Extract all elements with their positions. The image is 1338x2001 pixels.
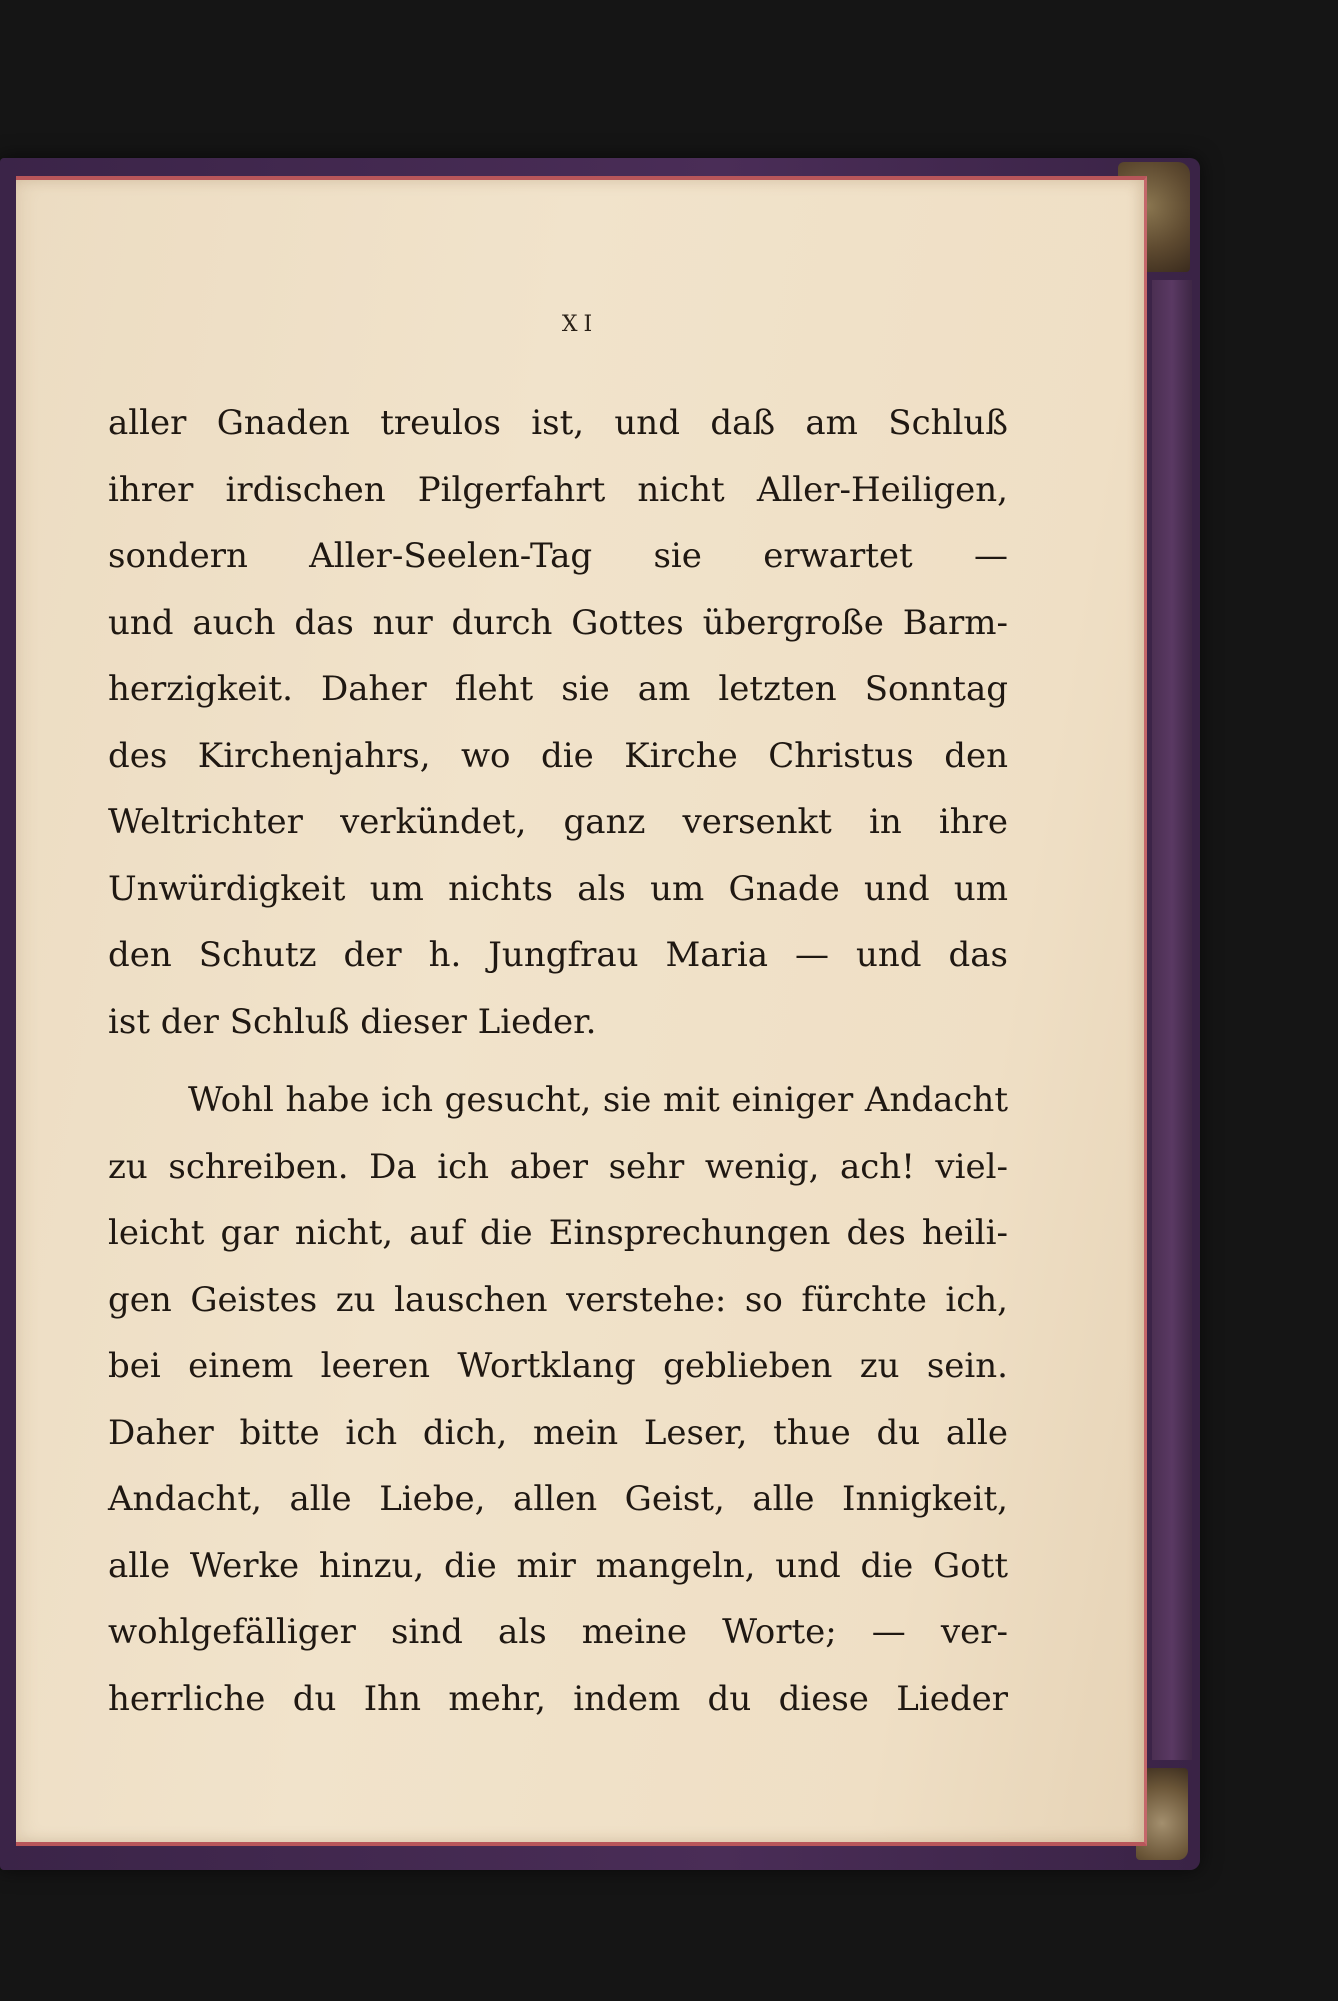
text-line: Weltrichter verkündet, ganz versenkt in ihre (108, 802, 1008, 842)
text-line: ihrer irdischen Pilgerfahrt nicht Aller-Heiligen, (108, 469, 1008, 510)
book-cover-edge (1152, 280, 1192, 1760)
text-line: herrliche du Ihn mehr, indem du diese Lieder (108, 1678, 1008, 1719)
text-line: zu schreiben. Da ich aber sehr wenig, ach! viel- (108, 1146, 1008, 1187)
text-line: wohlgefälliger sind als meine Worte; — ver- (108, 1612, 1008, 1652)
text-line: bei einem leeren Wortklang geblieben zu sein. (108, 1346, 1008, 1386)
text-line: aller Gnaden treulos ist, und daß am Schluß (108, 403, 1008, 443)
text-line: gen Geistes zu lauschen verstehe: so fürchte ich, (108, 1279, 1008, 1320)
page-number: XI (561, 312, 599, 337)
text-line: alle Werke hinzu, die mir mangeln, und die Gott (108, 1545, 1008, 1586)
text-line: und auch das nur durch Gottes übergroße Barm- (108, 602, 1008, 643)
text-line: herzigkeit. Daher fleht sie am letzten Sonntag (108, 669, 1008, 709)
text-line: Daher bitte ich dich, mein Leser, thue du alle (108, 1412, 1008, 1453)
paragraph-gap (108, 1055, 1008, 1067)
text-line: des Kirchenjahrs, wo die Kirche Christus den (108, 735, 1008, 776)
text-line: ist der Schluß dieser Lieder. (108, 1001, 597, 1042)
page-text (108, 390, 1008, 1732)
text-line: leicht gar nicht, auf die Einsprechungen des heili- (108, 1213, 1008, 1253)
text-line: den Schutz der h. Jungfrau Maria — und das (108, 935, 1008, 975)
text-line: Wohl habe ich gesucht, sie mit einiger Andacht (188, 1080, 1008, 1120)
book-page (16, 176, 1147, 1846)
text-line: sondern Aller-Seelen-Tag sie erwartet — (108, 536, 1008, 576)
text-line: Andacht, alle Liebe, allen Geist, alle Innigkeit, (108, 1479, 1008, 1519)
text-line: Unwürdigkeit um nichts als um Gnade und um (108, 868, 1008, 909)
